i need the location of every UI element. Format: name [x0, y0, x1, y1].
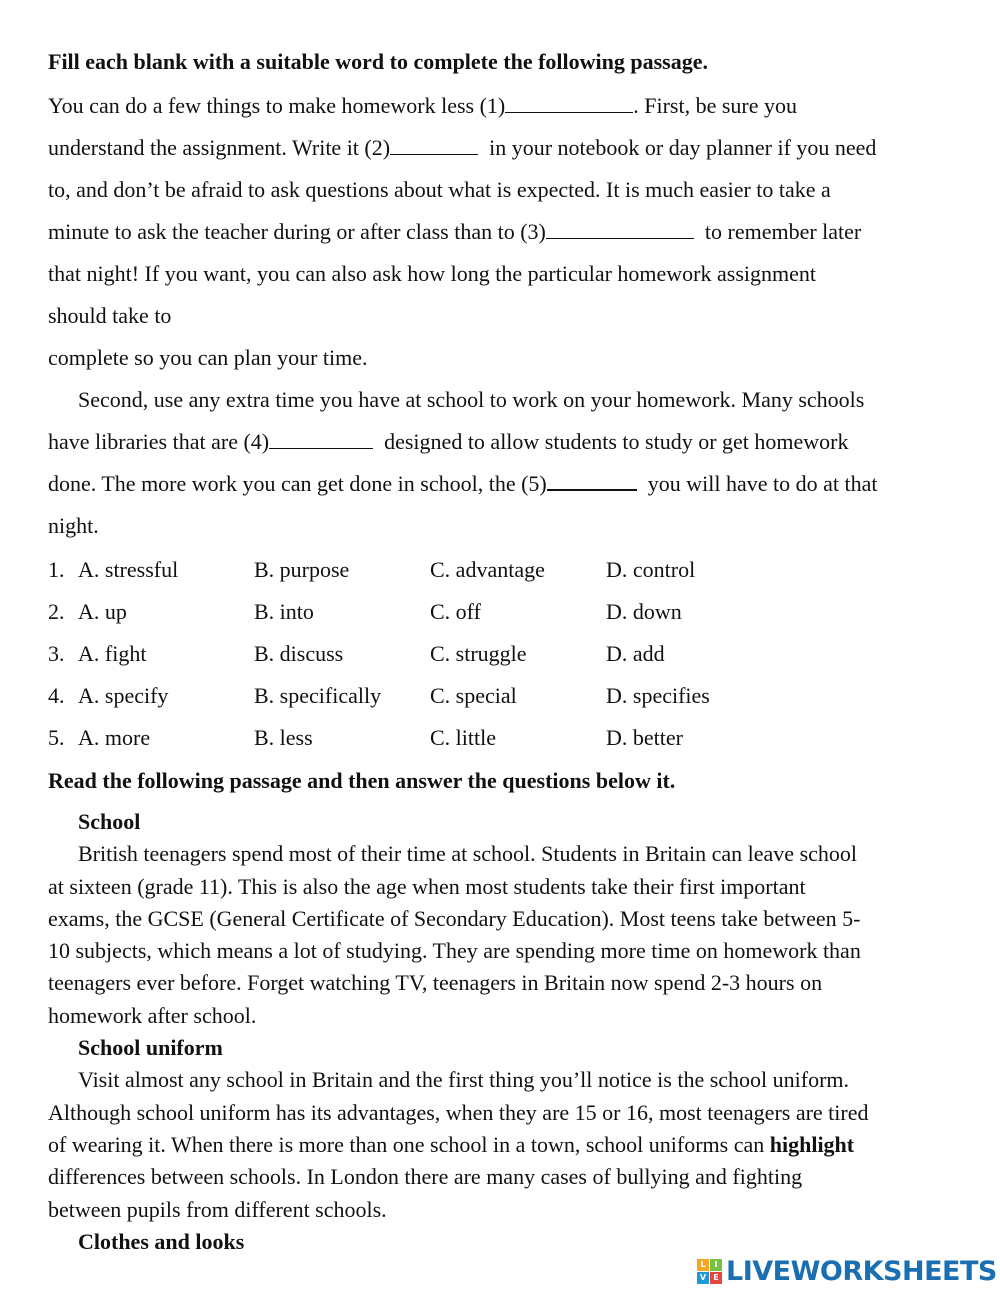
option-c[interactable]: C. advantage	[430, 557, 545, 582]
option-number: 3.	[48, 641, 65, 666]
passage-text: of wearing it. When there is more than one school in a town, school uniforms can	[48, 1131, 770, 1157]
option-d[interactable]: D. control	[606, 557, 696, 582]
passage-line	[48, 85, 968, 127]
logo-mark-tile: L	[697, 1259, 709, 1271]
option-row	[48, 717, 968, 759]
passage-line	[48, 871, 968, 903]
exercise1-passage	[48, 85, 968, 547]
passage-text: have libraries that are (4)	[48, 429, 270, 454]
option-row	[48, 633, 968, 675]
passage-line	[48, 1194, 968, 1226]
exercise2-instruction: Read the following passage and then answer the questions below it.	[48, 768, 676, 793]
passage-text: You can do a few things to make homework less (1)	[48, 93, 506, 118]
option-row	[48, 549, 968, 591]
option-b[interactable]: B. purpose	[254, 557, 350, 582]
passage-text: at sixteen (grade 11). This is also the age when most students take their first important	[48, 873, 806, 899]
passage-text: exams, the GCSE (General Certificate of Secondary Education). Most teens take between 5-	[48, 905, 861, 931]
passage-text: to, and don’t be afraid to ask questions about what is expected. It is much easier to take a	[48, 177, 831, 202]
passage-text: should take to	[48, 303, 172, 328]
passage-line	[48, 463, 968, 505]
passage-text: designed to allow students to study or get homework	[373, 429, 849, 454]
passage-text: British teenagers spend most of their time at school. Students in Britain can leave school	[78, 841, 858, 867]
passage-line	[48, 903, 968, 935]
passage-line	[48, 935, 968, 967]
passage-line	[48, 1000, 968, 1032]
logo-text: LIVEWORKSHEETS	[726, 1255, 997, 1287]
passage-text: 10 subjects, which means a lot of studying. They are spending more time on homework than	[48, 938, 861, 964]
option-b[interactable]: B. into	[254, 599, 314, 624]
passage-line	[48, 1097, 968, 1129]
passage-text: done. The more work you can get done in school, the (5)	[48, 471, 547, 496]
passage-text: minute to ask the teacher during or after class than to (3)	[48, 219, 546, 244]
option-d[interactable]: D. down	[606, 599, 682, 624]
answer-blank[interactable]	[505, 92, 633, 113]
option-c[interactable]: C. little	[430, 725, 496, 750]
passage-text: Clothes and looks	[78, 1228, 245, 1254]
passage-line	[48, 169, 968, 211]
passage-text: School	[78, 809, 141, 834]
passage-text: homework after school.	[48, 1002, 257, 1028]
passage-text: differences between schools. In London there are many cases of bullying and fighting	[48, 1164, 803, 1190]
option-b[interactable]: B. discuss	[254, 641, 344, 666]
section-heading	[48, 1032, 968, 1064]
passage-line	[48, 1064, 968, 1096]
passage-line	[48, 295, 968, 337]
passage-text: . First, be sure you	[633, 93, 798, 118]
passage-text: night.	[48, 513, 99, 538]
passage-line	[48, 505, 968, 547]
passage-line	[48, 127, 968, 169]
passage-text: between pupils from different schools.	[48, 1196, 387, 1222]
passage-text: that night! If you want, you can also ask how long the particular homework assignment	[48, 261, 816, 286]
option-row	[48, 675, 968, 717]
exercise2-passage	[48, 806, 968, 1258]
answer-blank[interactable]	[547, 469, 637, 491]
option-number: 2.	[48, 599, 65, 624]
option-c[interactable]: C. special	[430, 683, 517, 708]
option-b[interactable]: B. less	[254, 725, 313, 750]
option-number: 5.	[48, 725, 65, 750]
logo-mark-tile: I	[710, 1259, 722, 1271]
passage-line	[48, 379, 968, 421]
option-number: 4.	[48, 683, 65, 708]
option-row	[48, 591, 968, 633]
highlighted-word: highlight	[769, 1131, 855, 1157]
logo-mark-tile: E	[710, 1272, 722, 1284]
liveworksheets-logo	[697, 1254, 997, 1288]
answer-blank[interactable]	[269, 428, 373, 449]
option-a[interactable]: A. stressful	[78, 557, 179, 582]
passage-text: Although school uniform has its advantages, when they are 15 or 16, most teenagers are tired	[48, 1099, 869, 1125]
option-d[interactable]: D. specifies	[606, 683, 710, 708]
option-a[interactable]: A. specify	[78, 683, 169, 708]
option-number: 1.	[48, 557, 65, 582]
option-a[interactable]: A. fight	[78, 641, 147, 666]
logo-mark-tile: V	[697, 1272, 709, 1284]
passage-text: to remember later	[693, 219, 862, 244]
section-heading	[48, 806, 968, 838]
passage-text: teenagers ever before. Forget watching TV, teenagers in Britain now spend 2-3 hours on	[48, 970, 823, 996]
logo-mark-icon	[697, 1259, 722, 1284]
option-b[interactable]: B. specifically	[254, 683, 382, 708]
passage-text: Visit almost any school in Britain and the first thing you’ll notice is the school uniform.	[78, 1067, 850, 1093]
option-c[interactable]: C. struggle	[430, 641, 527, 666]
passage-line	[48, 421, 968, 463]
passage-text: you will have to do at that	[636, 471, 878, 496]
passage-text: School uniform	[78, 1035, 223, 1061]
passage-text: Second, use any extra time you have at school to work on your homework. Many schools	[78, 387, 865, 412]
option-d[interactable]: D. add	[606, 641, 665, 666]
passage-line	[48, 967, 968, 999]
passage-line	[48, 337, 968, 379]
answer-blank[interactable]	[390, 134, 478, 155]
passage-text: understand the assignment. Write it (2)	[48, 135, 391, 160]
passage-text: in your notebook or day planner if you need	[478, 135, 877, 160]
answer-options	[48, 549, 968, 759]
passage-line	[48, 1161, 968, 1193]
passage-line	[48, 253, 968, 295]
passage-line	[48, 211, 968, 253]
option-c[interactable]: C. off	[430, 599, 481, 624]
passage-line	[48, 838, 968, 870]
option-a[interactable]: A. up	[78, 599, 127, 624]
exercise1-instruction: Fill each blank with a suitable word to complete the following passage.	[48, 49, 709, 74]
option-a[interactable]: A. more	[78, 725, 151, 750]
passage-line	[48, 1129, 968, 1161]
option-d[interactable]: D. better	[606, 725, 683, 750]
answer-blank[interactable]	[546, 218, 694, 239]
passage-text: complete so you can plan your time.	[48, 345, 368, 370]
